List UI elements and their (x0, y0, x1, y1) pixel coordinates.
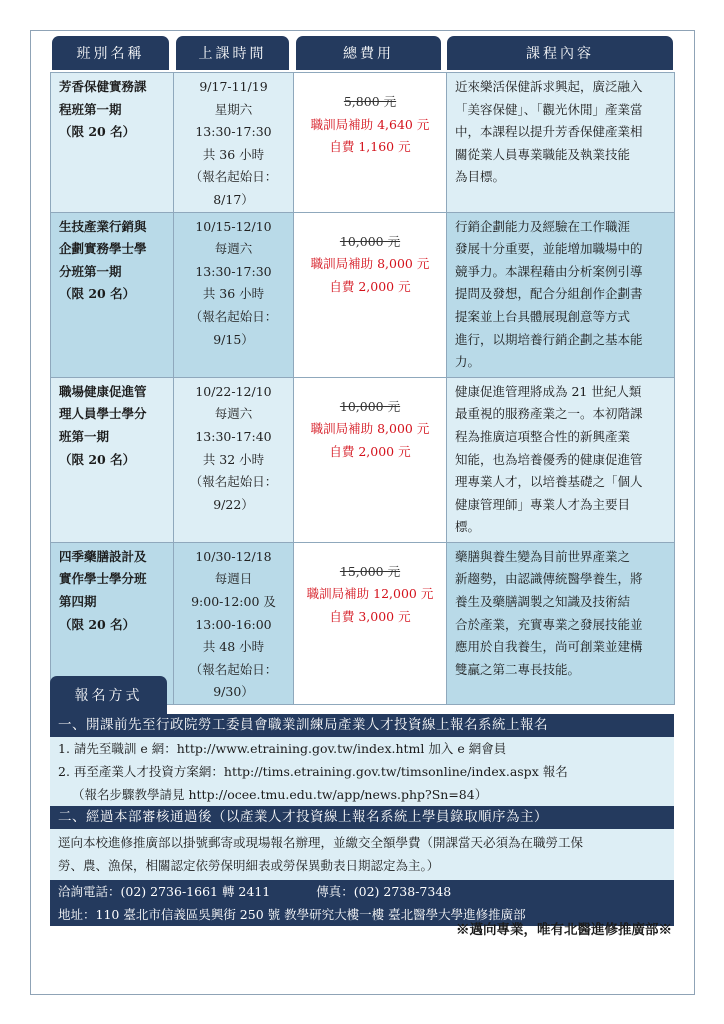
course-description (447, 73, 675, 213)
course-time-line: 每週六 (214, 241, 253, 257)
course-description (447, 542, 675, 704)
fee-subsidy: 職訓局補助 4,640 元 (310, 116, 430, 132)
course-row (51, 73, 675, 213)
course-desc-line: 標。 (455, 519, 481, 535)
contact-address: 地址：110 臺北市信義區吳興街 250 號 教學研究大樓一樓 臺北醫學大學進修推廣部 (50, 903, 674, 926)
course-time-line: （報名起始日： (189, 474, 278, 490)
course-desc-line: 力。 (455, 354, 481, 370)
course-time (174, 377, 294, 542)
course-description (447, 212, 675, 377)
course-desc-line: 行銷企劃能力及經驗在工作職涯 (455, 218, 631, 234)
course-time-line: 9/15） (213, 331, 254, 347)
course-time-line: （報名起始日： (189, 661, 278, 677)
course-time-line: 每週日 (214, 571, 253, 587)
course-time-line: 10/15-12/10 (195, 218, 272, 234)
course-time-line: 9/30） (213, 684, 254, 700)
step2-line-2: 勞、農、漁保，相關認定依勞保明細表或勞保異動表日期認定為主。） (50, 854, 674, 880)
registration-tab: 報名方式 (50, 676, 167, 714)
course-time (174, 212, 294, 377)
fee-original: 15,000 元 (339, 563, 401, 579)
step2-title: 二、經過本部審核通過後（以產業人才投資線上報名系統上學員錄取順序為主） (50, 806, 674, 829)
course-desc-line: 養生及藥膳調製之知識及技術結 (455, 594, 631, 610)
course-name-line: （限 20 名） (59, 124, 136, 140)
course-desc-line: 進行，以期培養行銷企劃之基本能 (455, 331, 643, 347)
contact-fax: 傳真：(02) 2738-7348 (316, 884, 452, 899)
header-total-fee: 總費用 (296, 36, 441, 70)
course-name-line: 職場健康促進管 (59, 383, 147, 399)
course-time (174, 73, 294, 213)
fee-self: 自費 3,000 元 (329, 609, 411, 625)
course-desc-line: 藥膳與養生變為目前世界產業之 (455, 548, 631, 564)
contact-phone-row (50, 880, 674, 903)
course-time-line: 9:00-12:00 及 (191, 594, 276, 610)
course-time-line: （報名起始日： (189, 308, 278, 324)
fee-self: 自費 2,000 元 (329, 278, 411, 294)
course-name-line: （限 20 名） (59, 451, 136, 467)
fee-original: 5,800 元 (343, 94, 397, 109)
course-name-line: （限 20 名） (59, 286, 136, 302)
course-desc-line: 應用於自我養生，尚可創業並建構 (455, 639, 643, 655)
step1-line-3: （報名步驟教學請見 http://ocee.tmu.edu.tw/app/news.php?Sn=84） (50, 783, 674, 806)
course-name-line: 芳香保健實務課 (59, 79, 147, 94)
course-name (51, 377, 174, 542)
header-course-content: 課程內容 (447, 36, 673, 70)
course-desc-line: 健康管理師」專業人才為主要目 (455, 496, 631, 512)
course-name-line: 班第一期 (59, 428, 110, 444)
course-name-line: 程班第一期 (59, 101, 122, 117)
course-time-line: 13:30-17:30 (195, 124, 272, 140)
registration-section (50, 714, 674, 926)
course-name (51, 212, 174, 377)
course-name-line: 理人員學士學分 (59, 406, 147, 422)
step1-title: 一、開課前先至行政院勞工委員會職業訓練局產業人才投資線上報名系統上報名 (50, 714, 674, 737)
course-time-line: 13:00-16:00 (195, 616, 272, 632)
fee-original: 10,000 元 (339, 398, 401, 414)
course-desc-line: 程為推廣這項整合性的新興產業 (455, 428, 631, 444)
course-time (174, 542, 294, 704)
course-fee (294, 542, 447, 704)
course-desc-line: 發展十分重要，並能增加職場中的 (455, 241, 643, 257)
course-desc-line: 新趨勢，由認識傳統醫學養生，將 (455, 571, 643, 587)
course-name-line: 四季藥膳設計及 (59, 548, 147, 564)
course-time-line: 共 36 小時 (202, 146, 265, 162)
course-time-line: 9/22） (213, 496, 254, 512)
course-time-line: 共 36 小時 (202, 286, 265, 302)
course-time-line: 10/22-12/10 (195, 383, 272, 399)
fee-self: 自費 2,000 元 (329, 443, 411, 459)
course-desc-line: 提案並上台具體展現創意等方式 (455, 308, 631, 324)
course-time-line: 星期六 (214, 101, 253, 117)
course-name-line: 實作學士學分班 (59, 571, 147, 587)
course-desc-line: 最重視的服務產業之一。本初階課 (455, 406, 643, 422)
course-desc-line: 關從業人員專業職能及執業技能 (455, 146, 631, 162)
course-name (51, 73, 174, 213)
slogan: ※邁向專業，唯有北醫進修推廣部※ (456, 922, 672, 938)
course-row (51, 212, 675, 377)
course-desc-line: 雙贏之第二專長技能。 (455, 661, 581, 677)
fee-subsidy: 職訓局補助 12,000 元 (306, 586, 434, 602)
fee-self: 自費 1,160 元 (329, 139, 411, 155)
course-time-line: 13:30-17:40 (195, 428, 272, 444)
course-fee (294, 377, 447, 542)
course-desc-line: 競爭力。本課程藉由分析案例引導 (455, 263, 643, 279)
step1-line-1: 1. 請先至職訓 e 網：http://www.etraining.gov.tw/index.html 加入 e 網會員 (50, 737, 674, 760)
course-desc-line: 近來樂活保健訴求興起，廣泛融入 (455, 79, 643, 94)
course-desc-line: 合於產業，充實專業之發展技能並 (455, 616, 643, 632)
course-time-line: 共 32 小時 (202, 451, 265, 467)
course-name-line: （限 20 名） (59, 616, 136, 632)
course-time-line: 共 48 小時 (202, 639, 265, 655)
course-desc-line: 理專業人才，以培養基礎之「個人 (455, 474, 643, 490)
course-time-line: 13:30-17:30 (195, 263, 272, 279)
course-time-line: 9/17-11/19 (199, 79, 268, 94)
course-description (447, 377, 675, 542)
header-course-name: 班別名稱 (52, 36, 169, 70)
course-name-line: 第四期 (59, 594, 97, 610)
course-desc-line: 提問及發想，配合分組創作企劃書 (455, 286, 643, 302)
course-fee (294, 73, 447, 213)
course-row (51, 377, 675, 542)
course-time-line: （報名起始日： (189, 169, 278, 185)
course-desc-line: 中，本課程以提升芳香保健產業相 (455, 124, 643, 140)
contact-phone: 洽詢電話：(02) 2736-1661 轉 2411 (58, 884, 271, 899)
fee-subsidy: 職訓局補助 8,000 元 (310, 421, 430, 437)
course-time-line: 10/30-12/18 (195, 548, 272, 564)
fee-subsidy: 職訓局補助 8,000 元 (310, 256, 430, 272)
course-desc-line: 為目標。 (455, 169, 506, 185)
course-desc-line: 知能，也為培養優秀的健康促進管 (455, 451, 643, 467)
step2-line-1: 逕向本校進修推廣部以掛號郵寄或現場報名辦理，並繳交全額學費（開課當天必須為在職勞工保 (50, 829, 674, 854)
step1-line-2: 2. 再至產業人才投資方案網：http://tims.etraining.gov.tw/timsonline/index.aspx 報名 (50, 760, 674, 783)
course-desc-line: 「美容保健」、「觀光休閒」產業當 (455, 101, 643, 117)
header-class-time: 上課時間 (176, 36, 289, 70)
course-name-line: 企劃實務學士學 (59, 241, 147, 257)
course-table (50, 72, 675, 705)
course-fee (294, 212, 447, 377)
course-time-line: 8/17） (213, 191, 254, 207)
fee-original: 10,000 元 (339, 233, 401, 249)
course-time-line: 每週六 (214, 406, 253, 422)
course-name-line: 分班第一期 (59, 263, 122, 279)
course-name-line: 生技產業行銷與 (59, 218, 147, 234)
course-desc-line: 健康促進管理將成為 21 世紀人類 (455, 383, 642, 399)
